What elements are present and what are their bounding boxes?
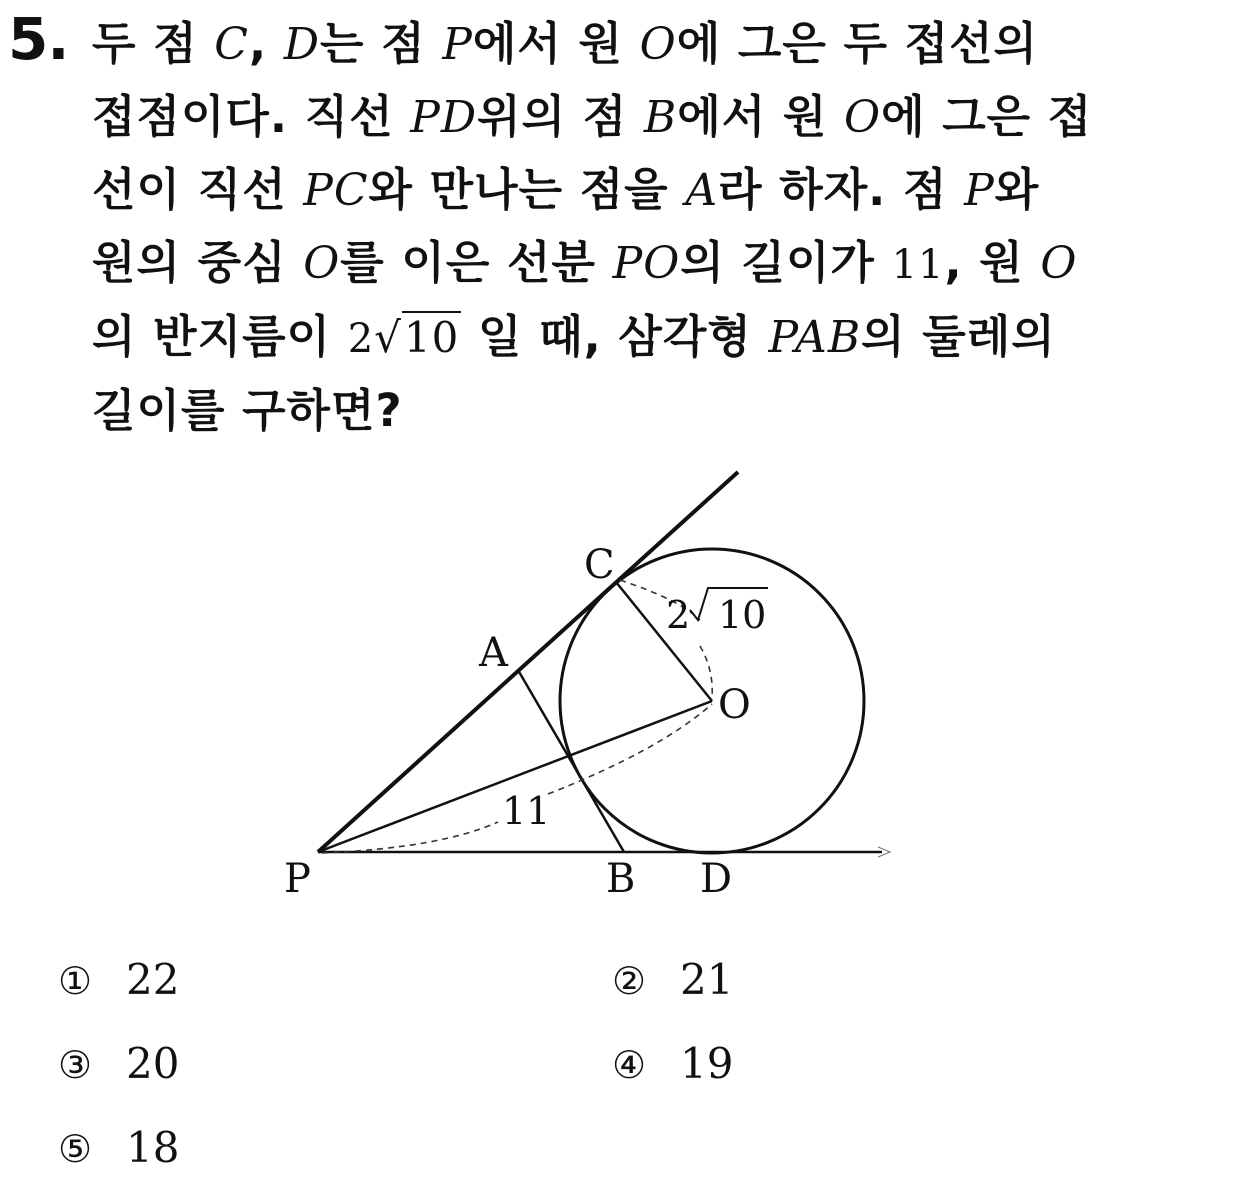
choice-5-mark: ⑤ — [58, 1127, 93, 1171]
question-stem — [92, 8, 1202, 447]
label-c: C — [584, 542, 615, 588]
math-variable: C — [214, 19, 249, 70]
choice-5[interactable] — [58, 1122, 179, 1175]
choice-1-mark: ① — [58, 959, 93, 1003]
stem-line — [92, 227, 1202, 301]
figure-svg — [0, 460, 1236, 920]
radius-label-coef: 2 — [666, 593, 691, 637]
math-number: 2 — [347, 316, 375, 362]
stem-line — [92, 301, 1202, 375]
choice-2-mark: ② — [612, 959, 647, 1003]
choice-4-mark: ④ — [612, 1043, 647, 1087]
po-length-label: 11 — [502, 789, 551, 833]
stem-text: 에서 원 — [472, 17, 640, 70]
stem-text: , 원 — [944, 236, 1041, 289]
choice-4-value: 19 — [680, 1039, 734, 1088]
stem-text: 를 이은 선분 — [340, 236, 613, 289]
math-variable: O — [1040, 238, 1078, 289]
stem-line — [92, 81, 1202, 154]
sqrt-expression — [374, 311, 461, 362]
stem-text: 라 하자. 점 — [718, 163, 965, 216]
question-number: 5. — [8, 5, 69, 73]
label-p: P — [284, 856, 311, 902]
label-b: B — [606, 856, 636, 902]
stem-text: 에 그은 접 — [881, 90, 1093, 143]
math-number: 11 — [891, 242, 945, 288]
math-variable: P — [964, 165, 995, 216]
radius-label-radicand: 10 — [718, 593, 767, 637]
stem-text: , — [248, 17, 284, 70]
choice-3-value: 20 — [126, 1039, 180, 1088]
sqrt-radicand: 10 — [403, 313, 460, 362]
math-variable: B — [643, 92, 678, 143]
choice-1-value: 22 — [126, 955, 180, 1004]
stem-text: 의 길이가 — [680, 236, 892, 289]
stem-text: 일 때, 삼각형 — [461, 310, 769, 363]
math-variable: PC — [303, 165, 369, 216]
math-variable: P — [442, 19, 473, 70]
choice-2[interactable] — [612, 954, 733, 1007]
label-o: O — [718, 682, 751, 728]
stem-text: 접점이다. 직선 — [92, 90, 411, 143]
label-d: D — [700, 856, 733, 902]
stem-line — [92, 375, 1202, 447]
stem-text: 는 점 — [320, 17, 443, 70]
math-variable: PAB — [768, 312, 862, 363]
choice-4[interactable] — [612, 1038, 733, 1091]
math-variable: O — [843, 92, 882, 143]
stem-line — [92, 8, 1202, 81]
stem-text: 두 점 — [92, 17, 215, 70]
stem-text: 의 반지름이 — [92, 310, 348, 363]
math-variable: A — [685, 165, 719, 216]
label-a: A — [479, 630, 508, 676]
math-variable: D — [283, 19, 320, 70]
choice-5-value: 18 — [126, 1123, 180, 1172]
choice-3-mark: ③ — [58, 1043, 93, 1087]
geometry-figure — [0, 460, 1236, 920]
stem-text: 의 둘레의 — [861, 310, 1056, 363]
math-variable: PD — [410, 92, 478, 143]
stem-text: 와 — [994, 163, 1040, 216]
sqrt-sign: √ — [374, 313, 402, 362]
stem-text: 선이 직선 — [92, 163, 304, 216]
stem-text: 에서 원 — [677, 90, 844, 143]
stem-line — [92, 154, 1202, 227]
choice-3[interactable] — [58, 1038, 179, 1091]
stem-text: 원의 중심 — [92, 236, 304, 289]
choice-1[interactable] — [58, 954, 179, 1007]
stem-text: 길이를 구하면? — [92, 384, 403, 437]
math-variable: O — [639, 19, 677, 70]
stem-text: 위의 점 — [477, 90, 644, 143]
po-brace-right — [548, 704, 712, 794]
stem-text: 에 그은 두 접선의 — [676, 17, 1039, 70]
segment-oc — [616, 582, 712, 701]
math-variable: O — [303, 238, 341, 289]
math-variable: PO — [612, 238, 681, 289]
choice-2-value: 21 — [680, 955, 734, 1004]
stem-text: 와 만나는 점을 — [368, 163, 686, 216]
